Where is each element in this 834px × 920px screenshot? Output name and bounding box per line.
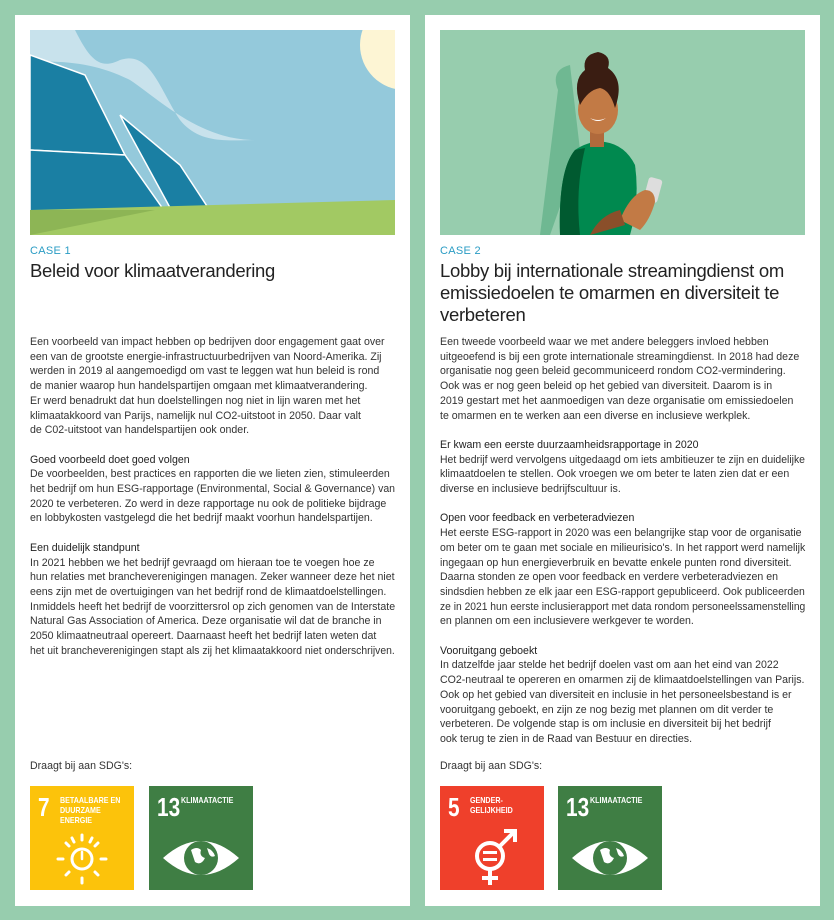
sdg-label: Draagt bij aan SDG's: [440, 760, 543, 772]
sdg-13-tile [149, 786, 253, 890]
body-line: 2019 gestart met het aanmoedigen van deze organisatie om emissiedoelen [440, 394, 794, 407]
sdg-title: KLIMAATACTIE [590, 795, 643, 805]
sdg-title: KLIMAATACTIE [181, 795, 234, 805]
sdg-number: 5 [448, 792, 460, 822]
body-line: Daarna stonden ze open voor feedback en verdere verbeteradviezen en [440, 571, 779, 584]
body-line: Inmiddels heeft het bedrijf de voorzittersrol op zich genomen van de Interstate [30, 600, 396, 613]
body-line: CO2-neutraal te opereren en omarmen zij de klimaatdoelstellingen van Parijs. [440, 674, 805, 687]
sdg-title: GENDER- GELIJKHEID [470, 795, 513, 815]
body-line: Het eerste ESG-rapport in 2020 was een belangrijke stap voor de organisatie [440, 527, 802, 540]
body-line: het bedrijf om hun ESG-rapportage (Environmental, Social & Governance) van [30, 483, 396, 496]
body-line: uitgeoefend is bij een grote internationale streamingdienst. In 2018 had deze [440, 350, 800, 363]
body-line: sindsdien hebben ze elk jaar een ESG-rapport gepubliceerd. Ook publiceerden [440, 585, 805, 598]
body-line: de C02-uitstoot van handelspartijen ook onder. [30, 424, 250, 437]
body-line: en lobbykosten vastgelegd die het bedrijf maakt voorhun handelspartijen. [30, 512, 373, 525]
body-line: Een tweede voorbeeld waar we met andere beleggers invloed hebben [440, 336, 769, 348]
body-line: 2020 te verbeteren. Zo werd in deze rapportage nu ook de politieke bijdrage [30, 497, 387, 510]
body-line: organisatie nog geen beleid gecommuniceerd rondom CO2-vermindering. [440, 365, 786, 378]
body-line: Natural Gas Association of America. Deze organisatie wil dat de branche in [30, 615, 382, 628]
body-line: eens zijn met de overtuigingen van het bedrijf rond de klimaatdoelstellingen. [30, 585, 387, 598]
case-body [30, 335, 395, 658]
body-line: ingegaan op hun energieverbruik en bevatte enkele punten rond diversiteit. [440, 556, 792, 569]
body-line: vooruitgang geboekt, en zijn ze nog bezig met plannen om dit verder te [440, 703, 774, 716]
body-line: diverse en inclusieve bedrijfscultuur is. [440, 483, 621, 496]
section-heading: Open voor feedback en verbeteradviezen [440, 512, 635, 525]
sdg-label: Draagt bij aan SDG's: [30, 760, 133, 772]
sdg-number: 7 [38, 792, 50, 822]
body-line: In datzelfde jaar stelde het bedrijf doelen vast om aan het eind van 2022 [440, 659, 779, 672]
sdg-number: 13 [566, 792, 590, 822]
body-line: ze in 2021 hun eerste inclusierapport met data rondom personeelssamenstelling [440, 600, 806, 613]
sdg-title: BETAALBARE EN DUURZAME ENERGIE [60, 795, 121, 825]
body-line: klimaatdoelen te stellen. Ook vroegen we om beter te laten zien dat er een [440, 468, 790, 481]
body-line: Ook op het gebied van diversiteit en inclusie in het personeelsbestand is er [440, 688, 792, 701]
body-line: Een voorbeeld van impact hebben op bedrijven door engagement gaat over [30, 336, 385, 348]
section-heading: Een duidelijk standpunt [30, 541, 140, 554]
body-line: ook terug te zien in de Raad van Bestuur en directies. [440, 732, 693, 745]
body-line: een van de grootste energie-infrastructuurbedrijven van Noord-Amerika. Zij [30, 350, 382, 363]
body-line: Ook was er nog geen beleid op het gebied van diversiteit. Daarom is in [440, 380, 773, 393]
body-line: In 2021 hebben we het bedrijf gevraagd om hieraan toe te voegen hoe ze [30, 556, 375, 569]
solar-panels-illustration [30, 30, 395, 235]
sdg-7-tile [30, 786, 134, 890]
body-line: 2050 klimaatneutraal opereert. Daarnaast heeft het bedrijf laten weten dat [30, 630, 377, 643]
case-title: Lobby bij internationale streamingdienst om emissiedoelen te omarmen en diversiteit te verbeteren [440, 260, 784, 325]
case-label: CASE 2 [440, 245, 481, 257]
body-line: hun relaties met brancheverenigingen managen. Zeker wanneer deze het niet [30, 571, 395, 584]
body-line: werden in 2019 al aangemoedigd om vast te leggen wat hun beleid is rond [30, 365, 380, 378]
body-line: te omarmen en te werken aan een diverse en inclusieve werkplek. [440, 409, 751, 422]
section-heading: Goed voorbeeld doet goed volgen [30, 453, 190, 466]
body-line: de manier waarop hun handelspartijen omgaan met klimaatverandering. [30, 380, 368, 393]
body-line: en plannen om een inclusievere werkgever te worden. [440, 615, 694, 628]
case-2-card [425, 15, 820, 906]
case-body [440, 335, 805, 747]
sdg-13-tile [558, 786, 662, 890]
sdg-5-tile [440, 786, 544, 890]
section-heading: Vooruitgang geboekt [440, 644, 538, 657]
case-1-card [15, 15, 410, 906]
body-line: verbeteren. De volgende stap is om inclusie en diversiteit bij het bedrijf [440, 718, 771, 731]
body-line: om beter om te gaan met sociale en milieurisico's. In het rapport werd namelijk [440, 541, 806, 554]
body-line: het uit brancheverenigingen stapt als zij het klimaatakkoord niet onderschrijven. [30, 644, 395, 657]
body-line: klimaatakkoord van Parijs, namelijk nul CO2-uitstoot in 2050. Daar valt [30, 409, 361, 422]
section-heading: Er kwam een eerste duurzaamheidsrapportage in 2020 [440, 438, 699, 451]
case-title: Beleid voor klimaatverandering [30, 260, 275, 281]
woman-with-phone-illustration [440, 30, 805, 235]
body-line: De voorbeelden, best practices en rapporten die we lieten zien, stimuleerden [30, 468, 390, 481]
sdg-number: 13 [157, 792, 181, 822]
body-line: Er werd benadrukt dat hun doelstellingen nog niet in lijn waren met het [30, 394, 361, 407]
body-line: Het bedrijf werd vervolgens uitgedaagd om iets ambitieuzer te zijn en duidelijke [440, 453, 805, 466]
case-label: CASE 1 [30, 245, 71, 257]
